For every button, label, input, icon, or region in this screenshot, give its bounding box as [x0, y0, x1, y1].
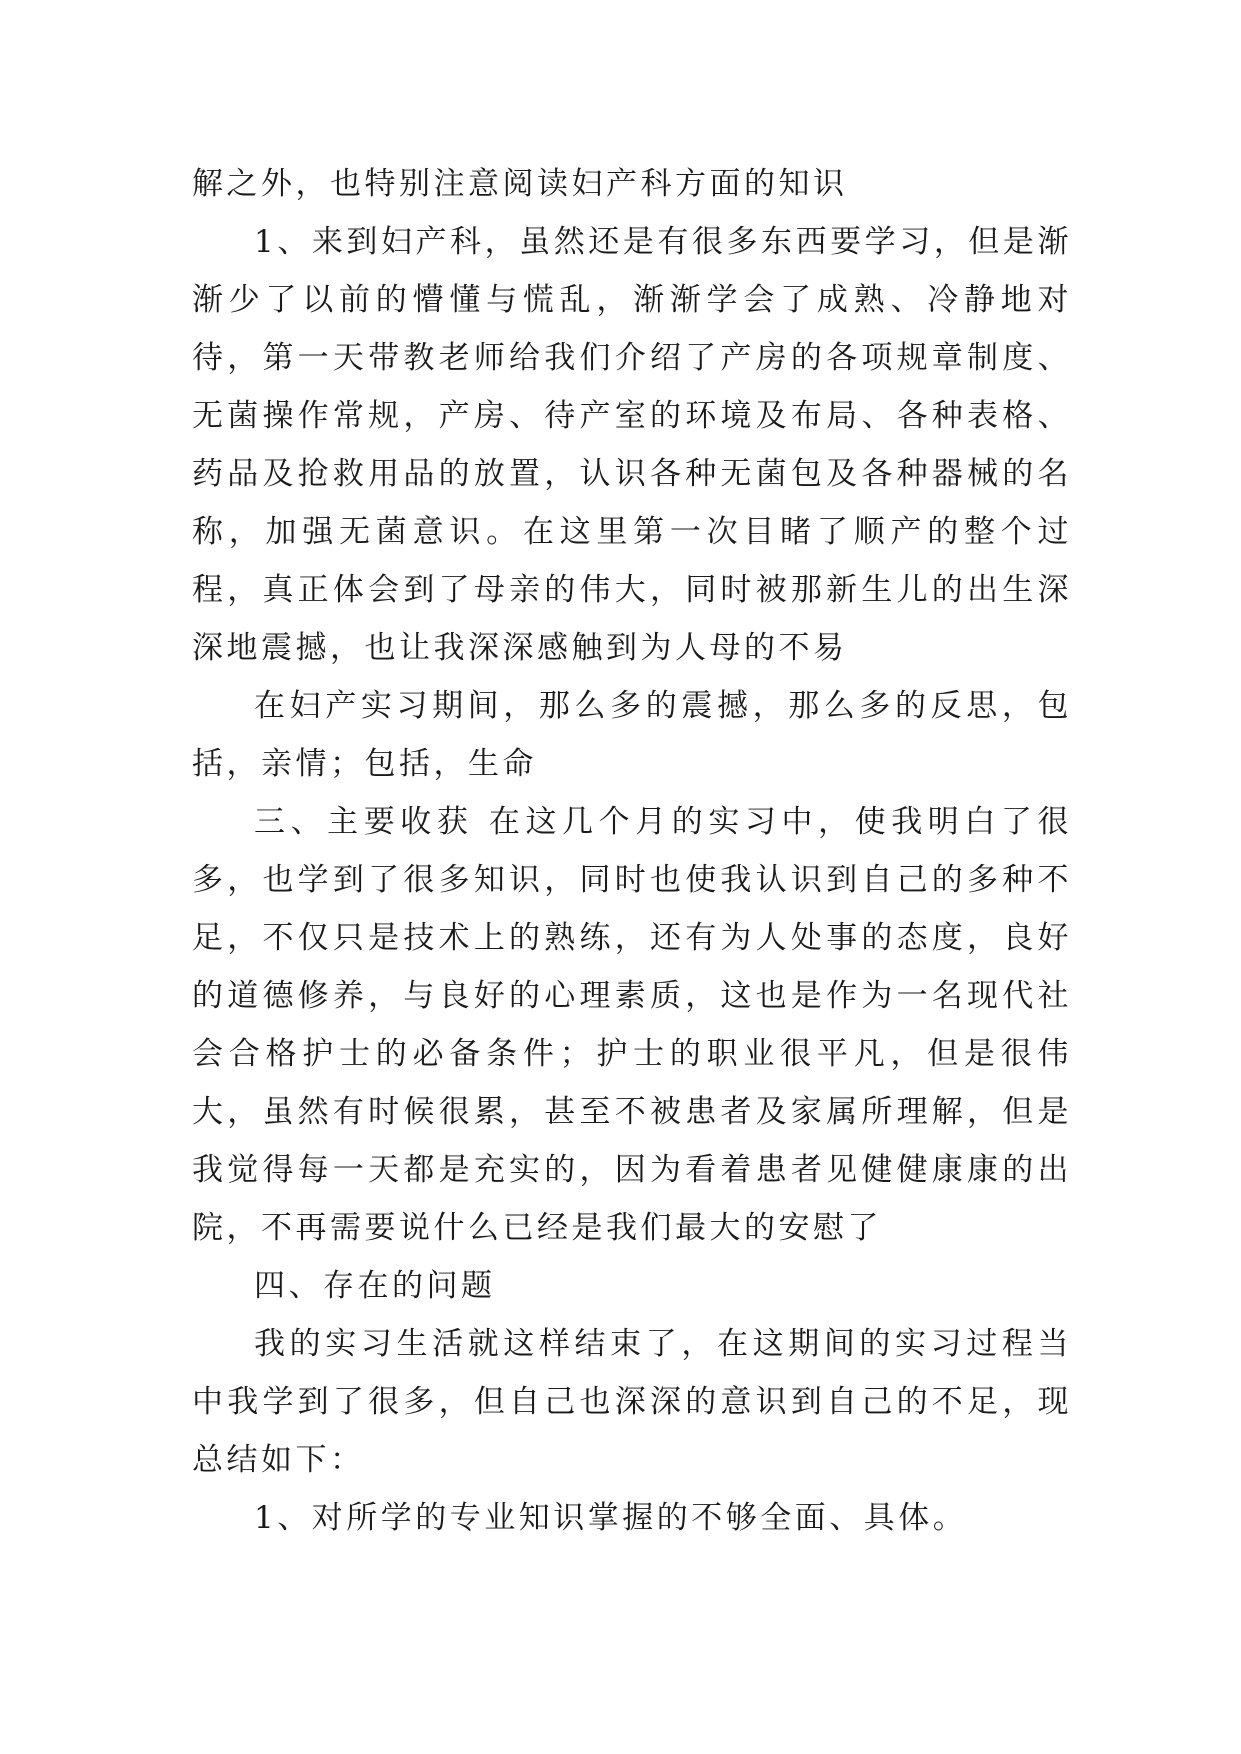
paragraph-main-gains: 三、主要收获 在这几个月的实习中，使我明白了很多，也学到了很多知识，同时也使我认识到自己的多种不足，不仅只是技术上的熟练，还有为人处事的态度，良好的道德修养，与良好的心理素质，这也是作为一名现代社会合格护士的必备条件；护士的职业很平凡，但是很伟大，虽然有时候很累，甚至不被患者及家属所理解，但是我觉得每一天都是充实的，因为看着患者见健健康康的出院，不再需要说什么已经是我们最大的安慰了: [192, 804, 1072, 1246]
list-item-problem-1: 1、对所学的专业知识掌握的不够全面、具体。: [254, 1500, 968, 1536]
paragraph-reflection: 在妇产实习期间，那么多的震撼，那么多的反思，包括，亲情；包括，生命: [192, 688, 1072, 782]
paragraph-obstetrics-experience: 1、来到妇产科，虽然还是有很多东西要学习，但是渐渐少了以前的懵懂与慌乱，渐渐学会了成熟、冷静地对待，第一天带教老师给我们介绍了产房的各项规章制度、无菌操作常规，产房、待产室的环境及布局、各种表格、药品及抢救用品的放置，认识各种无菌包及各种器械的名称，加强无菌意识。在这里第一次目睹了顺产的整个过程，真正体会到了母亲的伟大，同时被那新生儿的出生深深地震撼，也让我深深感触到为人母的不易: [192, 224, 1072, 666]
document-body: [192, 155, 1072, 1547]
section-heading-problems: 四、存在的问题: [254, 1268, 496, 1304]
paragraph-continuation: 解之外，也特别注意阅读妇产科方面的知识: [192, 166, 848, 202]
paragraph-summary-intro: 我的实习生活就这样结束了，在这期间的实习过程当中我学到了很多，但自己也深深的意识到自己的不足，现总结如下：: [192, 1326, 1072, 1478]
